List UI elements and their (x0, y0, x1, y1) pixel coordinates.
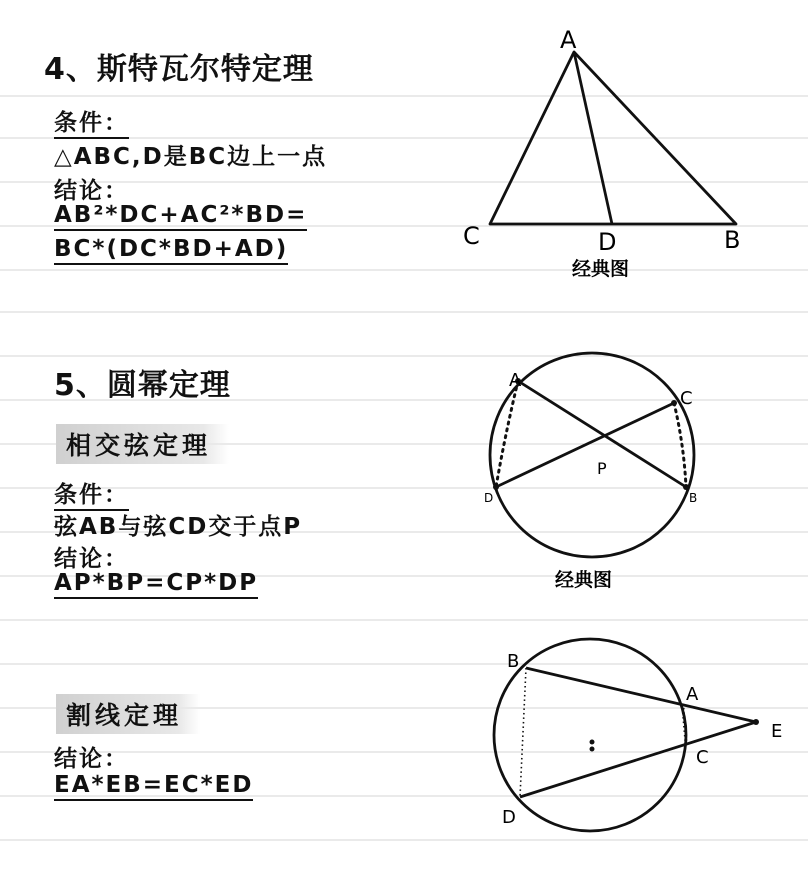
triangle-abc (490, 52, 736, 224)
chord-formula-text: AP*BP=CP*DP (54, 570, 258, 599)
secant-formula-text: EA*EB=EC*ED (54, 772, 253, 801)
chord-theorem-heading: 相交弦定理 (56, 424, 229, 464)
chord-caption: 经典图 (555, 569, 613, 591)
chord-condition-label-text: 条件： (54, 482, 129, 511)
label-C-secant: C (696, 747, 709, 768)
formula-line2-text: BC*(DC*BD+AD) (54, 236, 288, 265)
label-A-triangle: A (560, 26, 577, 54)
secant-ed (520, 722, 756, 797)
secant-figure (494, 639, 756, 831)
triangle-caption: 经典图 (572, 258, 630, 280)
secant-circle (494, 639, 686, 831)
section-4-condition-text: △ABC,D是BC边上一点 (54, 144, 328, 170)
condition-label-text: 条件： (54, 110, 129, 139)
dotted-bd (520, 668, 526, 797)
point-C-chord (671, 400, 677, 406)
label-B-chord: B (689, 491, 698, 505)
label-C-triangle: C (463, 222, 480, 250)
chord-conclusion-label: 结论： (54, 546, 129, 572)
center-dot-2 (590, 747, 595, 752)
point-B-chord (683, 484, 689, 490)
section-5-title: 5、圆幂定理 (54, 368, 231, 403)
label-E-secant: E (771, 721, 783, 742)
point-E-secant (753, 719, 759, 725)
point-D-chord (493, 484, 499, 490)
label-B-secant: B (507, 651, 520, 672)
section-4-title: 4、斯特瓦尔特定理 (44, 52, 314, 87)
center-dot-1 (590, 740, 595, 745)
stewart-triangle-figure (490, 52, 736, 224)
label-C-chord: C (680, 388, 693, 409)
label-A-chord: A (509, 370, 522, 391)
section-4-conclusion-label: 结论： (54, 178, 129, 204)
label-A-secant: A (686, 684, 699, 705)
dotted-chord-cb (674, 403, 686, 487)
chord-condition-text: 弦AB与弦CD交于点P (54, 514, 303, 540)
secant-conclusion-label: 结论： (54, 746, 129, 772)
secant-theorem-heading: 割线定理 (56, 694, 200, 734)
cevian-ad (574, 52, 612, 224)
label-D-triangle: D (598, 228, 617, 256)
label-D-chord: D (484, 491, 494, 505)
chord-cd (496, 403, 674, 487)
secant-eb (526, 668, 756, 722)
label-P-chord: P (597, 459, 607, 478)
formula-line1-text: AB²*DC+AC²*BD= (54, 202, 307, 231)
label-D-secant: D (502, 807, 516, 828)
label-B-triangle: B (724, 226, 741, 254)
